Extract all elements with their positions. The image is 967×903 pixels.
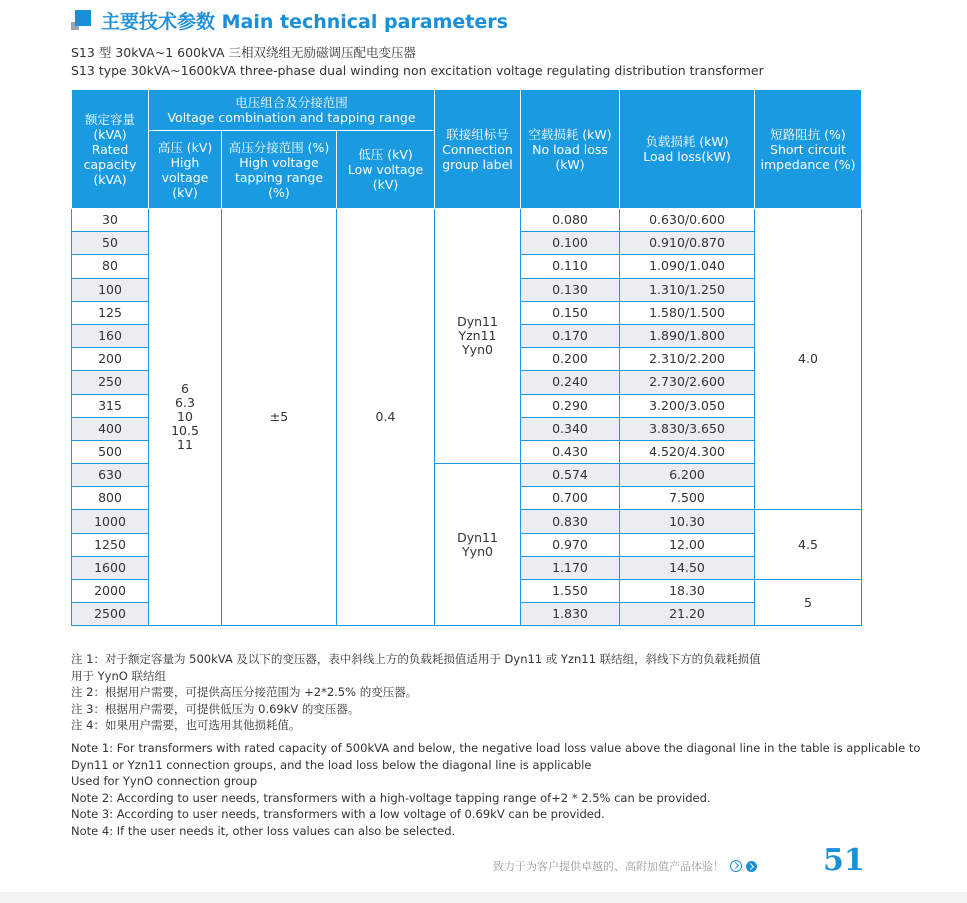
cell-capacity: 800 [72, 487, 149, 510]
cell-load-loss: 0.630/0.600 [620, 209, 755, 232]
cell-capacity: 315 [72, 394, 149, 417]
subtitle-en: S13 type 30kVA~1600kVA three-phase dual winding non excitation voltage regulating distribution transformer [71, 63, 764, 78]
cell-impedance-b: 4.5 [755, 510, 862, 580]
cell-load-loss: 3.830/3.650 [620, 417, 755, 440]
cell-load-loss: 6.200 [620, 464, 755, 487]
chevron-circle-filled-icon [746, 861, 757, 872]
cell-no-load-loss: 0.574 [521, 464, 620, 487]
cell-hv-tapping-range: ±5 [222, 209, 337, 626]
cell-capacity: 2000 [72, 580, 149, 603]
table-body [72, 209, 862, 626]
cell-capacity: 30 [72, 209, 149, 232]
cell-capacity: 250 [72, 371, 149, 394]
cell-no-load-loss: 0.240 [521, 371, 620, 394]
cell-no-load-loss: 1.170 [521, 556, 620, 579]
cell-no-load-loss: 0.430 [521, 440, 620, 463]
cell-capacity: 1250 [72, 533, 149, 556]
header-low-voltage: 低压 (kV) Low voltage (kV) [337, 131, 435, 209]
bottom-strip [0, 892, 967, 903]
cell-load-loss: 10.30 [620, 510, 755, 533]
cell-capacity: 500 [72, 440, 149, 463]
note-cn-line: 注 2：根据用户需要，可提供高压分接范围为 +2*2.5% 的变压器。 [71, 685, 418, 699]
cell-load-loss: 14.50 [620, 556, 755, 579]
note-cn-line: 用于 YynO 联结组 [71, 668, 166, 683]
cell-load-loss: 18.30 [620, 580, 755, 603]
header-voltage-combination: 电压组合及分接范围 Voltage combination and tapping range [149, 90, 435, 131]
note-en-line: Note 4: If the user needs it, other loss values can also be selected. [71, 823, 456, 838]
section-header [71, 6, 508, 34]
note-en-line: Note 3: According to user needs, transformers with a low voltage of 0.69kV can be provided. [71, 807, 605, 821]
cell-load-loss: 21.20 [620, 603, 755, 626]
section-marker-icon [71, 10, 91, 30]
cell-capacity: 100 [72, 278, 149, 301]
cell-high-voltage: 6 6.3 10 10.5 11 [149, 209, 222, 626]
cell-connection-group-b: Dyn11 Yyn0 [435, 464, 521, 626]
note-cn-line: 注 3：根据用户需要，可提供低压为 0.69kV 的变压器。 [71, 701, 360, 716]
note-cn-line: 注 1：对于额定容量为 500kVA 及以下的变压器，表中斜线上方的负载耗损值适用于 Dyn11 或 Yzn11 联结组，斜线下方的负载耗损值 [71, 652, 761, 666]
cell-no-load-loss: 0.970 [521, 533, 620, 556]
cell-no-load-loss: 0.830 [521, 510, 620, 533]
cell-capacity: 125 [72, 301, 149, 324]
notes-cn [71, 651, 871, 734]
parameters-table [71, 89, 862, 626]
cell-impedance-c: 5 [755, 580, 862, 626]
notes-en [71, 740, 921, 839]
note-en-line: Note 1: For transformers with rated capacity of 500kVA and below, the negative load loss value above the diagonal line in the table is applicable to [71, 741, 921, 755]
cell-capacity: 2500 [72, 603, 149, 626]
cell-load-loss: 2.310/2.200 [620, 348, 755, 371]
note-en-line: Note 2: According to user needs, transformers with a high-voltage tapping range of+2 * 2.5% can be provided. [71, 790, 711, 805]
cell-no-load-loss: 0.200 [521, 348, 620, 371]
cell-load-loss: 1.890/1.800 [620, 324, 755, 347]
cell-load-loss: 1.090/1.040 [620, 255, 755, 278]
cell-load-loss: 4.520/4.300 [620, 440, 755, 463]
cell-no-load-loss: 0.110 [521, 255, 620, 278]
note-en-line: Used for YynO connection group [71, 774, 258, 788]
slogan-text: 致力于为客户提供卓越的、高附加值产品体验！ [493, 860, 724, 873]
cell-load-loss: 7.500 [620, 487, 755, 510]
cell-capacity: 1600 [72, 556, 149, 579]
header-rated-capacity: 额定容量 (kVA) Rated capacity (kVA) [72, 90, 149, 209]
cell-capacity: 630 [72, 464, 149, 487]
note-en-line: Dyn11 or Yzn11 connection groups, and the load loss below the diagonal line is applicable [71, 757, 592, 772]
cell-capacity: 50 [72, 232, 149, 255]
cell-no-load-loss: 0.130 [521, 278, 620, 301]
cell-load-loss: 12.00 [620, 533, 755, 556]
cell-no-load-loss: 0.700 [521, 487, 620, 510]
cell-capacity: 1000 [72, 510, 149, 533]
cell-impedance-a: 4.0 [755, 209, 862, 510]
cell-load-loss: 1.310/1.250 [620, 278, 755, 301]
note-cn-line: 注 4：如果用户需要，也可选用其他损耗值。 [71, 718, 301, 732]
cell-no-load-loss: 0.100 [521, 232, 620, 255]
header-short-circuit-impedance: 短路阻抗 (%) Short circuit impedance (%) [755, 90, 862, 209]
cell-no-load-loss: 0.290 [521, 394, 620, 417]
header-load-loss: 负载损耗 (kW) Load loss(kW) [620, 90, 755, 209]
cell-load-loss: 2.730/2.600 [620, 371, 755, 394]
chevron-circle-outline-icon [730, 860, 742, 872]
cell-no-load-loss: 0.080 [521, 209, 620, 232]
cell-low-voltage: 0.4 [337, 209, 435, 626]
cell-capacity: 400 [72, 417, 149, 440]
cell-connection-group-a: Dyn11 Yzn11 Yyn0 [435, 209, 521, 464]
table-row [72, 209, 862, 232]
cell-capacity: 160 [72, 324, 149, 347]
cell-load-loss: 0.910/0.870 [620, 232, 755, 255]
page-title: 主要技术参数 Main technical parameters [101, 10, 508, 33]
footer-slogan [493, 858, 757, 874]
cell-no-load-loss: 1.550 [521, 580, 620, 603]
cell-no-load-loss: 0.150 [521, 301, 620, 324]
page-number: 51 [823, 843, 865, 878]
cell-load-loss: 3.200/3.050 [620, 394, 755, 417]
subtitle-cn: S13 型 30kVA~1 600kVA 三相双绕组无励磁调压配电变压器 [71, 45, 417, 60]
cell-no-load-loss: 1.830 [521, 603, 620, 626]
header-high-voltage: 高压 (kV) High voltage (kV) [149, 131, 222, 209]
header-no-load-loss: 空载损耗 (kW) No load loss (kW) [521, 90, 620, 209]
header-hv-tapping-range: 高压分接范围 (%) High voltage tapping range (%) [222, 131, 337, 209]
header-connection-group: 联接组标号 Connection group label [435, 90, 521, 209]
cell-no-load-loss: 0.340 [521, 417, 620, 440]
cell-load-loss: 1.580/1.500 [620, 301, 755, 324]
cell-capacity: 200 [72, 348, 149, 371]
cell-no-load-loss: 0.170 [521, 324, 620, 347]
cell-capacity: 80 [72, 255, 149, 278]
